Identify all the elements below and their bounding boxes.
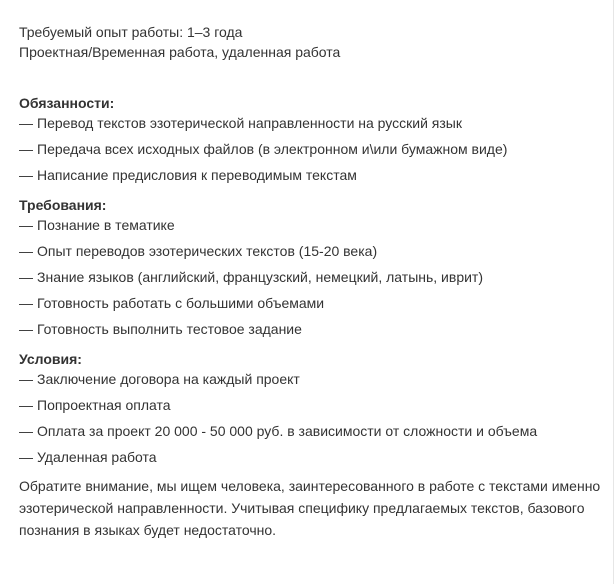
- list-item: [19, 447, 604, 467]
- dash-marker: —: [19, 423, 33, 439]
- list-item: [19, 139, 604, 159]
- requirements-list: [19, 215, 604, 339]
- list-item-text: Написание предисловия к переводимым текстам: [37, 167, 357, 183]
- conditions-title: Условия:: [19, 351, 82, 367]
- dash-marker: —: [19, 397, 33, 413]
- conditions-list: [19, 369, 604, 467]
- dash-marker: —: [19, 217, 33, 233]
- requirements-title: Требования:: [19, 197, 107, 213]
- dash-marker: —: [19, 321, 33, 337]
- vacancy-description: [19, 22, 604, 541]
- list-item-text: Готовность выполнить тестовое задание: [37, 321, 302, 337]
- list-item: [19, 215, 604, 235]
- list-item: [19, 395, 604, 415]
- responsibilities-title: Обязанности:: [19, 95, 115, 111]
- list-item-text: Заключение договора на каждый проект: [37, 371, 300, 387]
- dash-marker: —: [19, 243, 33, 259]
- dash-marker: —: [19, 269, 33, 285]
- dash-marker: —: [19, 371, 33, 387]
- list-item-text: Перевод текстов эзотерической направленности на русский язык: [37, 115, 462, 131]
- experience-requirement: Требуемый опыт работы: 1–3 года: [19, 24, 243, 40]
- list-item-text: Знание языков (английский, французский, немецкий, латынь, иврит): [37, 269, 483, 285]
- list-item-text: Передача всех исходных файлов (в электронном и\или бумажном виде): [37, 141, 508, 157]
- list-item-text: Удаленная работа: [37, 449, 157, 465]
- list-item: [19, 421, 604, 441]
- list-item: [19, 165, 604, 185]
- list-item: [19, 113, 604, 133]
- responsibilities-list: [19, 113, 604, 185]
- list-item-text: Оплата за проект 20 000 - 50 000 руб. в зависимости от сложности и объема: [37, 423, 538, 439]
- dash-marker: —: [19, 449, 33, 465]
- employment-type: Проектная/Временная работа, удаленная работа: [19, 44, 341, 60]
- list-item-text: Готовность работать с большими объемами: [37, 295, 325, 311]
- list-item-text: Познание в тематике: [37, 217, 175, 233]
- list-item: [19, 369, 604, 389]
- list-item-text: Опыт переводов эзотерических текстов (15-20 века): [37, 243, 378, 259]
- list-item: [19, 293, 604, 313]
- list-item: [19, 267, 604, 287]
- list-item: [19, 241, 604, 261]
- dash-marker: —: [19, 141, 33, 157]
- list-item: [19, 319, 604, 339]
- closing-note: Обратите внимание, мы ищем человека, заинтересованного в работе с текстами именно эзотерической направленности. Учитывая специфику предлагаемых текстов, базового познания в языках будет недостаточно.: [19, 478, 601, 538]
- dash-marker: —: [19, 115, 33, 131]
- dash-marker: —: [19, 167, 33, 183]
- list-item-text: Попроектная оплата: [37, 397, 171, 413]
- dash-marker: —: [19, 295, 33, 311]
